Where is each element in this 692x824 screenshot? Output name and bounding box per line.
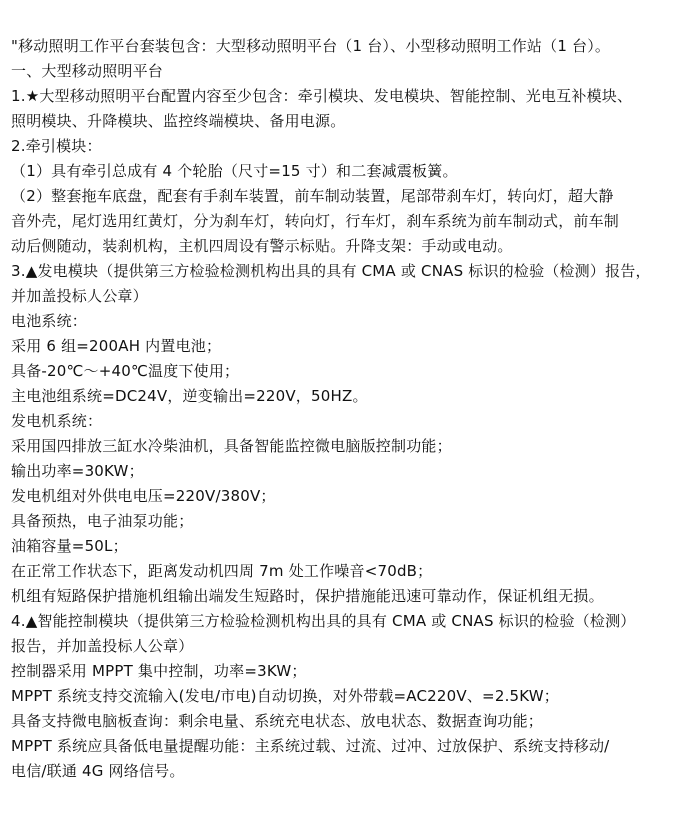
generator-spec-4: 具备预热，电子油泵功能； xyxy=(11,512,194,530)
generator-spec-3: 发电机组对外供电电压=220V/380V； xyxy=(11,487,276,505)
item-2-sub-2-line-2: 音外壳，尾灯选用红黄灯，分为刹车灯，转向灯，行车灯，刹车系统为前车制动式，前车制 xyxy=(11,212,620,230)
item-2-sub-2-line-1: （2）整套拖车底盘，配套有手刹车装置，前车制动装置，尾部带刹车灯，转向灯，超大静 xyxy=(11,187,614,205)
section-heading: 一、大型移动照明平台 xyxy=(11,62,164,80)
generator-system-label: 发电机系统： xyxy=(11,412,103,430)
item-1-line-1: 1.★大型移动照明平台配置内容至少包含：牵引模块、发电模块、智能控制、光电互补模块、 xyxy=(11,87,633,105)
item-3-heading-line-1: 3.▲发电模块（提供第三方检验检测机构出具的具有 CMA 或 CNAS 标识的检验（检测）报告， xyxy=(11,262,651,280)
generator-spec-1: 采用国四排放三缸水冷柴油机，具备智能监控微电脑版控制功能； xyxy=(11,437,452,455)
controller-spec-2: MPPT 系统支持交流输入(发电/市电)自动切换，对外带载=AC220V、=2.5KW； xyxy=(11,687,560,705)
battery-spec-2: 具备-20℃～+40℃温度下使用； xyxy=(11,362,240,380)
item-2-heading: 2.牵引模块： xyxy=(11,137,102,155)
controller-spec-4-line-2: 电信/联通 4G 网络信号。 xyxy=(11,762,185,780)
generator-spec-5: 油箱容量=50L； xyxy=(11,537,128,555)
intro-line: "移动照明工作平台套装包含：大型移动照明平台（1 台）、小型移动照明工作站（1 台）。 xyxy=(11,37,611,55)
item-1-line-2: 照明模块、升降模块、监控终端模块、备用电源。 xyxy=(11,112,346,130)
item-2-sub-1: （1）具有牵引总成有 4 个轮胎（尺寸=15 寸）和二套减震板簧。 xyxy=(11,162,458,180)
item-4-heading-line-2: 报告，并加盖投标人公章） xyxy=(11,637,194,655)
battery-system-label: 电池系统： xyxy=(11,312,88,330)
generator-spec-7: 机组有短路保护措施机组输出端发生短路时，保护措施能迅速可靠动作，保证机组无损。 xyxy=(11,587,604,605)
controller-spec-3: 具备支持微电脑板查询：剩余电量、系统充电状态、放电状态、数据查询功能； xyxy=(11,712,544,730)
item-2-sub-2-line-3: 动后侧随动，装刹机构，主机四周设有警示标贴。升降支架：手动或电动。 xyxy=(11,237,513,255)
battery-spec-1: 采用 6 组=200AH 内置电池； xyxy=(11,337,222,355)
generator-spec-6: 在正常工作状态下，距离发动机四周 7m 处工作噪音<70dB； xyxy=(11,562,433,580)
controller-spec-1: 控制器采用 MPPT 集中控制，功率=3KW； xyxy=(11,662,307,680)
item-4-heading-line-1: 4.▲智能控制模块（提供第三方检验检测机构出具的具有 CMA 或 CNAS 标识的检验（检测） xyxy=(11,612,636,630)
document-body xyxy=(11,34,685,784)
item-3-heading-line-2: 并加盖投标人公章） xyxy=(11,287,148,305)
controller-spec-4-line-1: MPPT 系统应具备低电量提醒功能：主系统过载、过流、过冲、过放保护、系统支持移动/ xyxy=(11,737,610,755)
generator-spec-2: 输出功率=30KW； xyxy=(11,462,144,480)
battery-spec-3: 主电池组系统=DC24V，逆变输出=220V，50HZ。 xyxy=(11,387,368,405)
